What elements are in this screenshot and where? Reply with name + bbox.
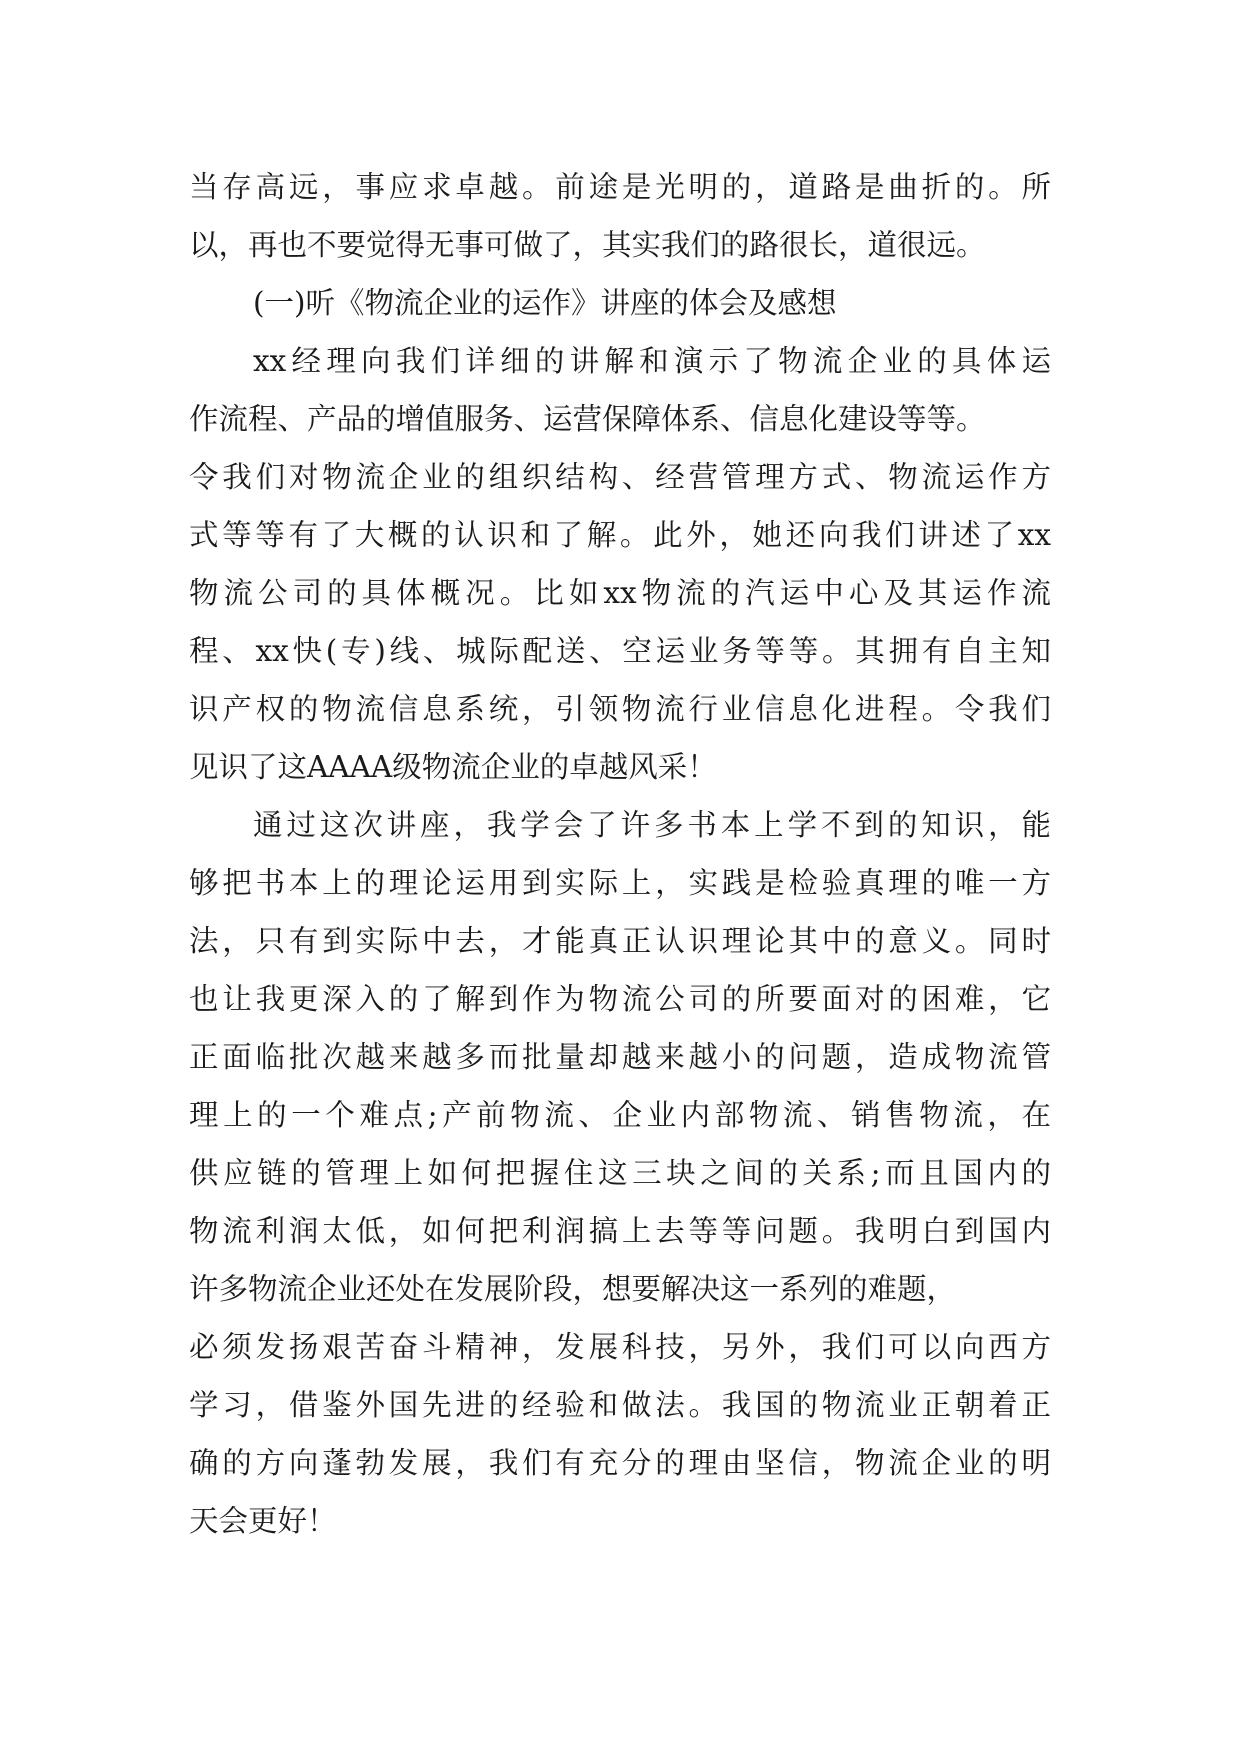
text-line: 物流公司的具体概况。比如xx物流的汽运中心及其运作流	[189, 576, 1051, 610]
text-line: 也让我更深入的了解到作为物流公司的所要面对的困难，它	[189, 982, 1051, 1016]
text-line: xx经理向我们详细的讲解和演示了物流企业的具体运	[253, 344, 1051, 378]
text-line: 许多物流企业还处在发展阶段，想要解决这一系列的难题，	[189, 1272, 957, 1306]
text-line: 作流程、产品的增值服务、运营保障体系、信息化建设等等。	[189, 402, 986, 436]
text-line: 够把书本上的理论运用到实际上，实践是检验真理的唯一方	[189, 866, 1051, 900]
text-line: 学习，借鉴外国先进的经验和做法。我国的物流业正朝着正	[189, 1388, 1051, 1422]
section-heading: (一)听《物流企业的运作》讲座的体会及感想	[253, 286, 837, 320]
text-line: 通过这次讲座，我学会了许多书本上学不到的知识，能	[253, 808, 1051, 842]
text-line: 见识了这AAAA级物流企业的卓越风采！	[189, 750, 717, 784]
text-line: 当存高远，事应求卓越。前途是光明的，道路是曲折的。所	[189, 170, 1051, 204]
text-line: 必须发扬艰苦奋斗精神，发展科技，另外，我们可以向西方	[189, 1330, 1051, 1364]
document-body	[189, 158, 1051, 1550]
text-line: 供应链的管理上如何把握住这三块之间的关系;而且国内的	[189, 1156, 1051, 1190]
text-line: 式等等有了大概的认识和了解。此外，她还向我们讲述了xx	[189, 518, 1051, 552]
text-line: 以，再也不要觉得无事可做了，其实我们的路很长，道很远。	[189, 228, 986, 262]
text-line: 令我们对物流企业的组织结构、经营管理方式、物流运作方	[189, 460, 1051, 494]
text-line: 天会更好！	[189, 1504, 337, 1538]
text-line: 正面临批次越来越多而批量却越来越小的问题，造成物流管	[189, 1040, 1051, 1074]
text-line: 法，只有到实际中去，才能真正认识理论其中的意义。同时	[189, 924, 1051, 958]
text-line: 理上的一个难点;产前物流、企业内部物流、销售物流，在	[189, 1098, 1051, 1132]
text-line: 确的方向蓬勃发展，我们有充分的理由坚信，物流企业的明	[189, 1446, 1051, 1480]
text-line: 识产权的物流信息系统，引领物流行业信息化进程。令我们	[189, 692, 1051, 726]
text-line: 程、xx快(专)线、城际配送、空运业务等等。其拥有自主知	[189, 634, 1051, 668]
text-line: 物流利润太低，如何把利润搞上去等等问题。我明白到国内	[189, 1214, 1051, 1248]
